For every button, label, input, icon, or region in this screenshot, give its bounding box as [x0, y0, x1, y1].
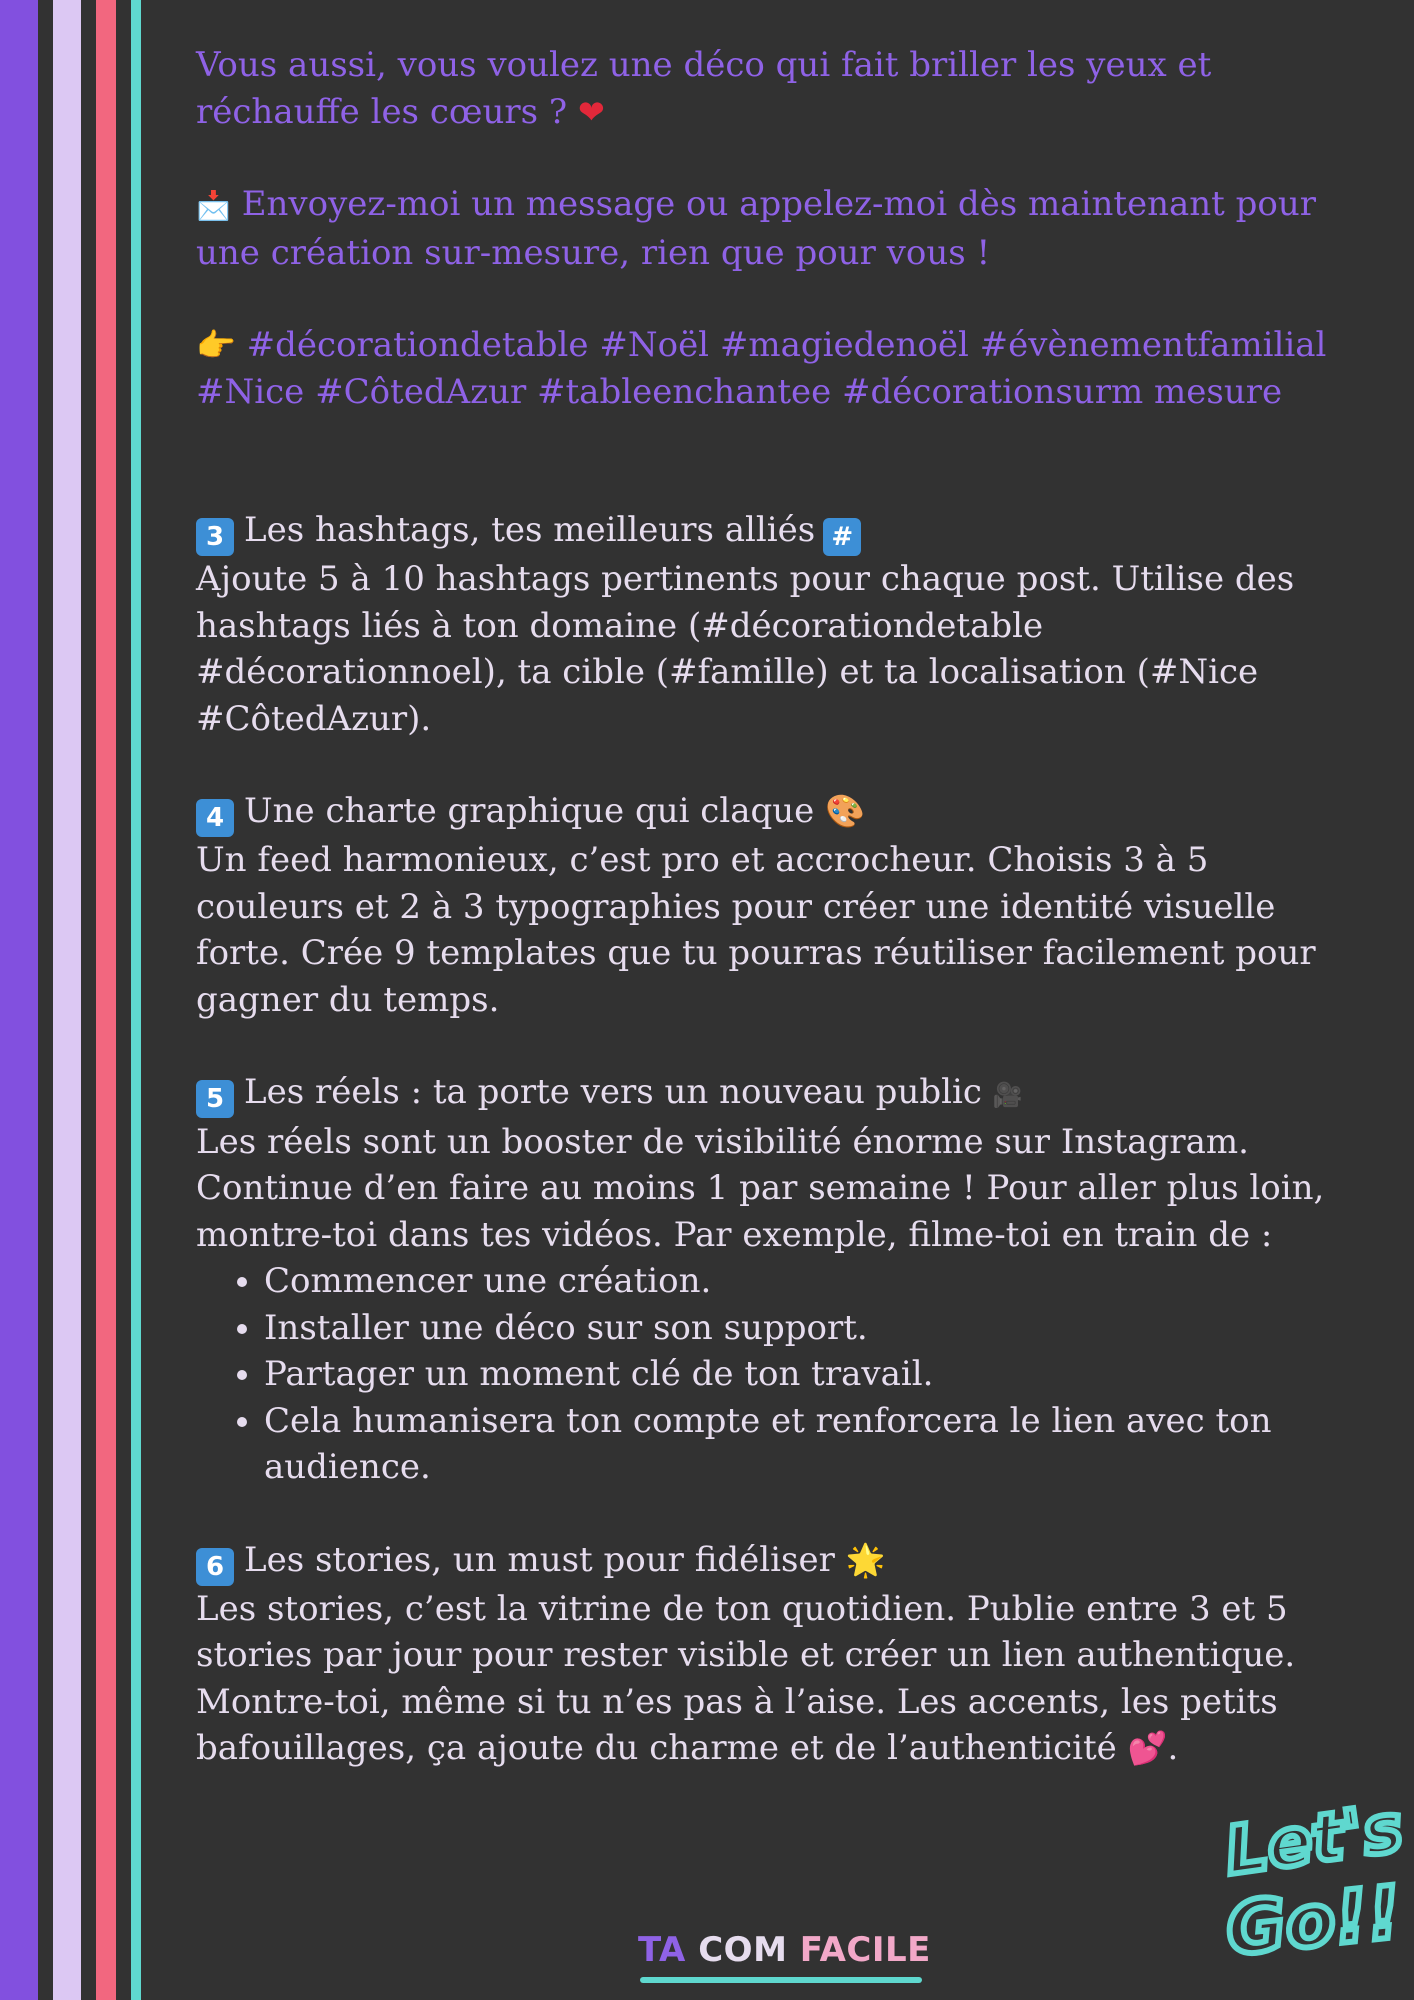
list-item: • Partager un moment clé de ton travail.	[264, 1351, 1356, 1398]
section-5-title: Les réels : ta porte vers un nouveau public	[244, 1072, 982, 1112]
section-6-body-text: Les stories, c’est la vitrine de ton quotidien. Publie entre 3 et 5 stories par jour pour rester visible et créer un lien authentique. Montre-toi, même si tu n’es pas à l’aise. Les accents, les petits bafouillages, ça ajoute du charme et de l’authenticité	[196, 1588, 1296, 1768]
intro-question	[196, 42, 1356, 135]
stripe-violet	[0, 0, 38, 2000]
section-5-body: Les réels sont un booster de visibilité énorme sur Instagram. Continue d’en faire au moins 1 par semaine ! Pour aller plus loin, montre-toi dans tes vidéos. Par exemple, filme-toi en train de :	[196, 1121, 1325, 1255]
brand-ta: TA	[638, 1930, 686, 1970]
intro-contact	[196, 181, 1356, 276]
keycap-4-icon: 4	[196, 799, 234, 837]
intro-contact-text: Envoyez-moi un message ou appelez-moi dès maintenant pour une création sur-mesure, rien que pour vous !	[196, 184, 1317, 273]
brand-com: COM	[698, 1930, 788, 1970]
content	[196, 42, 1356, 1772]
logo-go-text: Go!!	[1222, 1869, 1405, 1972]
pointing-hand-icon: 👉	[196, 326, 236, 364]
stripe-teal	[131, 0, 141, 2000]
keycap-6-icon: 6	[196, 1548, 234, 1586]
keycap-5-icon: 5	[196, 1080, 234, 1118]
stripe-pink	[96, 0, 116, 2000]
intro-hashtags	[196, 322, 1356, 415]
hashtags-text: #décorationdetable #Noël #magiedenoël #évènementfamilial #Nice #CôtedAzur #tableenchantee #décorationsurm mesure	[196, 325, 1327, 412]
intro-question-text: Vous aussi, vous voulez une déco qui fait briller les yeux et réchauffe les cœurs ?	[196, 45, 1212, 132]
section-6-title: Les stories, un must pour fidéliser	[244, 1539, 835, 1580]
brand-name	[638, 1930, 931, 1970]
lets-go-logo	[1212, 1789, 1408, 1972]
heart-icon: ❤	[577, 92, 605, 131]
section-6-heading	[196, 1537, 1356, 1586]
list-item: • Cela humanisera ton compte et renforcera le lien avec ton audience.	[264, 1398, 1356, 1491]
brand-facile: FACILE	[799, 1930, 931, 1970]
brand-underline	[640, 1977, 922, 1983]
envelope-icon: 📩	[196, 189, 231, 222]
logo-lets-text: Let's	[1220, 1789, 1408, 1891]
section-4-heading	[196, 788, 1356, 837]
section-6-body	[196, 1586, 1356, 1772]
section-6-end: .	[1167, 1728, 1179, 1768]
section-3-heading	[196, 507, 1356, 556]
list-item: • Commencer une création.	[264, 1258, 1356, 1305]
section-4-body: Un feed harmonieux, c’est pro et accrocheur. Choisis 3 à 5 couleurs et 2 à 3 typographies pour créer une identité visuelle forte. Crée 9 templates que tu pourras réutiliser facilement pour gagner du temps.	[196, 840, 1316, 1020]
section-5-bullets	[196, 1258, 1356, 1491]
list-item: • Installer une déco sur son support.	[264, 1305, 1356, 1352]
two-hearts-icon: 💕	[1127, 1729, 1168, 1767]
section-4-title: Une charte graphique qui claque	[244, 791, 815, 831]
palette-icon: 🎨	[825, 792, 865, 830]
section-3-title: Les hashtags, tes meilleurs alliés	[244, 510, 816, 550]
keycap-hash-icon: #	[823, 518, 861, 556]
stripe-lavender	[53, 0, 81, 2000]
keycap-3-icon: 3	[196, 518, 234, 556]
section-5-heading	[196, 1069, 1356, 1119]
glowing-star-icon: 🌟	[845, 1540, 886, 1579]
movie-camera-icon: 🎥	[992, 1081, 1023, 1109]
section-3-body: Ajoute 5 à 10 hashtags pertinents pour chaque post. Utilise des hashtags liés à ton domaine (#décorationdetable #décorationnoel), ta cible (#famille) et ta localisation (#Nice #CôtedAzur).	[196, 559, 1295, 739]
